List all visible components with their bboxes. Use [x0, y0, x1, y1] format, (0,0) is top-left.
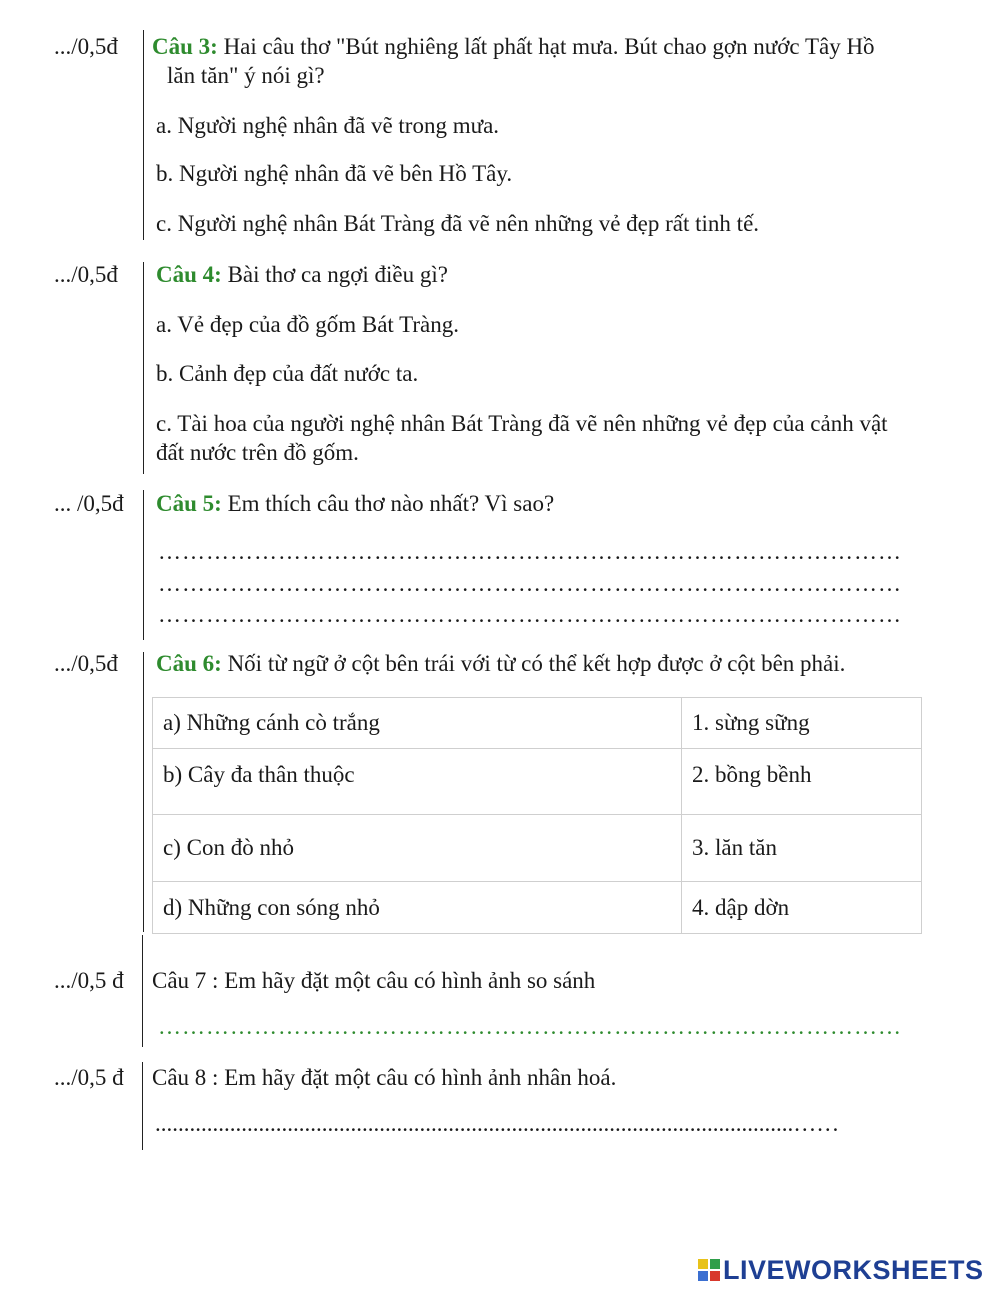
liveworksheets-logo: [698, 1255, 984, 1285]
score-q6: .../0,5đ: [54, 651, 118, 676]
answer-line[interactable]: …………………………………………………………………………………: [158, 602, 902, 627]
column-divider: [142, 935, 143, 1047]
question-5: [156, 490, 554, 518]
match-right-item[interactable]: 2. bồng bềnh: [682, 749, 922, 815]
answer-line[interactable]: …………………………………………………………………………………: [158, 571, 902, 596]
match-right-item[interactable]: 3. lăn tăn: [682, 815, 922, 882]
answer-line[interactable]: …………………………………………………………………………………: [158, 539, 902, 564]
answer-line[interactable]: …………………………………………………………………………………: [158, 1014, 902, 1039]
question-label: Câu 4:: [156, 262, 222, 287]
match-right-item[interactable]: 4. dập dờn: [682, 882, 922, 934]
match-left-item[interactable]: d) Những con sóng nhỏ: [153, 882, 682, 934]
score-q4: .../0,5đ: [54, 262, 118, 287]
matching-table: [152, 697, 922, 934]
option-b[interactable]: b. Người nghệ nhân đã vẽ bên Hồ Tây.: [156, 161, 513, 186]
question-6: [156, 650, 845, 678]
match-left-item[interactable]: c) Con đò nhỏ: [153, 815, 682, 882]
table-row: [153, 815, 922, 882]
table-row: [153, 698, 922, 749]
option-c[interactable]: c. Tài hoa của người nghệ nhân Bát Tràng đã vẽ nên những vẻ đẹp của cảnh vật: [156, 411, 888, 436]
question-label: Câu 3:: [152, 34, 218, 59]
column-divider: [143, 652, 144, 932]
column-divider: [142, 1062, 143, 1150]
option-b[interactable]: b. Cảnh đẹp của đất nước ta.: [156, 361, 419, 386]
score-q8: .../0,5 đ: [54, 1065, 124, 1090]
score-q5: ... /0,5đ: [54, 491, 124, 516]
logo-text: LIVEWORKSHEETS: [723, 1255, 984, 1285]
option-c[interactable]: c. Người nghệ nhân Bát Tràng đã vẽ nên những vẻ đẹp rất tinh tế.: [156, 211, 760, 236]
option-c-cont: đất nước trên đồ gốm.: [156, 440, 359, 465]
question-4: [156, 261, 448, 289]
answer-line[interactable]: ...............................................................................................................……: [155, 1111, 840, 1136]
score-q7: .../0,5 đ: [54, 968, 124, 993]
match-left-item[interactable]: a) Những cánh cò trắng: [153, 698, 682, 749]
score-q3: .../0,5đ: [54, 34, 118, 59]
question-text-cont: lăn tăn" ý nói gì?: [167, 63, 325, 88]
question-8: Câu 8 : Em hãy đặt một câu có hình ảnh nhân hoá.: [152, 1065, 617, 1090]
table-row: [153, 882, 922, 934]
question-3: [152, 33, 875, 61]
option-a[interactable]: a. Vẻ đẹp của đồ gốm Bát Tràng.: [156, 312, 460, 337]
question-text: Em thích câu thơ nào nhất? Vì sao?: [221, 491, 555, 516]
logo-icon: [698, 1259, 720, 1281]
question-label: Câu 5:: [156, 491, 222, 516]
match-right-item[interactable]: 1. sừng sững: [682, 698, 922, 749]
column-divider: [143, 30, 144, 240]
column-divider: [143, 262, 144, 474]
question-7: Câu 7 : Em hãy đặt một câu có hình ảnh so sánh: [152, 968, 596, 993]
question-label: Câu 6:: [156, 651, 222, 676]
question-text: Hai câu thơ "Bút nghiêng lất phất hạt mưa. Bút chao gợn nước Tây Hồ: [217, 34, 875, 59]
question-text: Nối từ ngữ ở cột bên trái với từ có thể kết hợp được ở cột bên phải.: [221, 651, 846, 676]
option-a[interactable]: a. Người nghệ nhân đã vẽ trong mưa.: [156, 113, 500, 138]
match-left-item[interactable]: b) Cây đa thân thuộc: [153, 749, 682, 815]
column-divider: [143, 490, 144, 640]
question-text: Bài thơ ca ngợi điều gì?: [221, 262, 448, 287]
table-row: [153, 749, 922, 815]
